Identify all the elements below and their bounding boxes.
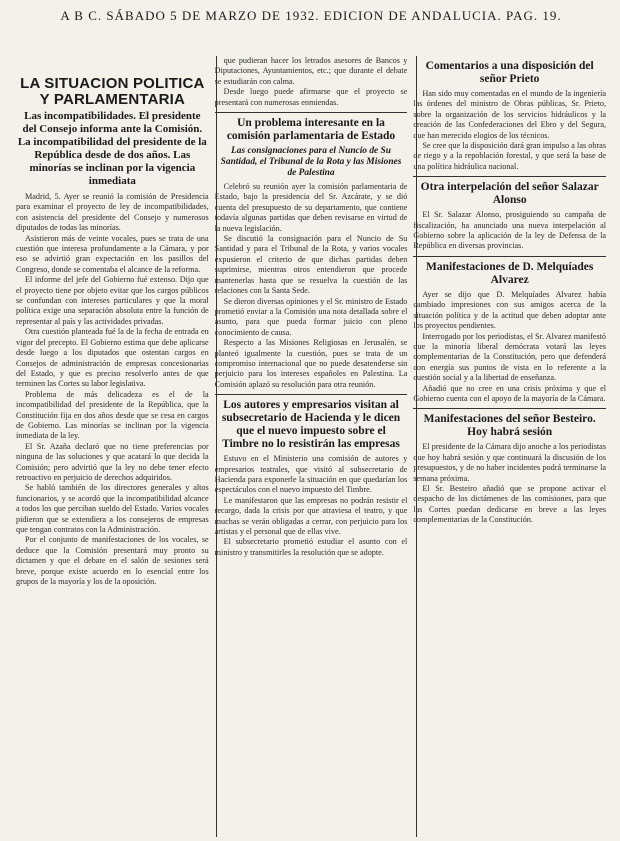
column-1 bbox=[16, 56, 209, 837]
section-divider bbox=[215, 112, 408, 113]
masthead: A B C. SÁBADO 5 DE MARZO DE 1932. EDICION DE ANDALUCIA. PAG. 19. bbox=[60, 8, 562, 23]
column-3 bbox=[413, 56, 606, 837]
subheadline-problema: Las consignaciones para el Nuncio de Su Santidad, el Tribunal de la Rota y las Misiones de Palestina bbox=[220, 146, 402, 179]
article-paragraph: que pudieran hacer los letrados asesores de Bancos y Diputaciones, Ayuntamientos, etc.; que durante el debate se estudiarán con calma. bbox=[214, 56, 408, 86]
article-paragraph: Interrogado por los periodistas, el Sr. Alvarez manifestó que la minoría liberal demócrata votará las leyes complementarias de la Constitución, pero que defenderá con energía sus puntos de vista en lo referente a la cuestión social y a la libertad de enseñanza. bbox=[413, 331, 607, 383]
headline-salazar: Otra interpelación del señor Salazar Alonso bbox=[420, 181, 599, 207]
headline-problema: Un problema interesante en la comisión parlamentaria de Estado bbox=[226, 117, 396, 143]
headline-besteiro: Manifestaciones del señor Besteiro. Hoy habrá sesión bbox=[423, 413, 596, 439]
headline-prieto: Comentarios a una disposición del señor Prieto bbox=[425, 60, 594, 85]
column-2 bbox=[215, 56, 408, 837]
article-paragraph: Respecto a las Misiones Religiosas en Jerusalén, se planteó igualmente la cuestión, pues se trata de un compromiso internacional que no puede desatenderse sin perjuicio para los intereses españoles en Palestina. La Comisión aplazó su resolución para otra reunión. bbox=[214, 338, 408, 389]
article-paragraph: El presidente de la Cámara dijo anoche a los periodistas que hoy habrá sesión y que continuará la discusión de los presupuestos, y de no haber incidentes podrá terminarse la semana próxima. bbox=[413, 442, 607, 483]
article-paragraph: Madrid, 5. Ayer se reunió la comisión de Presidencia para examinar el proyecto de ley de incompatibilidades, con asistencia del presidente del Consejo y numerosos diputados de todas las minorías. bbox=[16, 192, 209, 233]
article-paragraph: Desde luego puede afirmarse que el proyecto se presentará con numerosas enmiendas. bbox=[214, 87, 408, 107]
article-paragraph: Otra cuestión planteada fué la de la fecha de entrada en vigor del precepto. El Gobierno estima que debe aplicarse desde luego a los diputados que ostentan cargos en Consejos de administración de empresas concesionarias del Estado, y que es preciso resolverlo antes de que terminen las Cortes su labor legislativa. bbox=[16, 327, 209, 389]
article-paragraph: Celebró su reunión ayer la comisión parlamentaria de Estado, bajo la presidencia del Sr. Azcárate, y se dió cuenta del presupuesto de su departamento, que contiene todavía algunas partidas que deben revisarse en virtud de la nueva legislación. bbox=[214, 182, 408, 233]
headline-autores: Los autores y empresarios visitan al subsecretario de Hacienda y le dicen que el nuevo impuesto sobre el Timbre no lo resistirán las empresas bbox=[221, 399, 401, 451]
columns bbox=[16, 56, 606, 837]
section-divider bbox=[413, 176, 606, 177]
article-paragraph: Ayer se dijo que D. Melquíades Alvarez había cambiado impresiones con sus amigos acerca de la situación política y de la actitud que deben adoptar ante los proyectos pendientes. bbox=[413, 289, 607, 331]
article-paragraph: Se cree que la disposición dará gran impulso a las obras de riego y a la repoblación forestal, y que será la base de una política hidráulica nacional. bbox=[413, 141, 607, 171]
article-paragraph: Asistieron más de veinte vocales, pues se trata de una cuestión que interesa profundamente a la Cámara, y por eso se advirtió gran expectación en los pasillos del Congreso, donde se comentaba el alcance de la reforma. bbox=[16, 233, 209, 274]
article-paragraph: El Sr. Azaña declaró que no tiene preferencias por ninguna de las soluciones y que acatará lo que decida la Comisión; pero advirtió que la ley no debe tener efecto retroactivo en perjuicio de derechos adquiridos. bbox=[16, 441, 209, 482]
article-paragraph: Estuvo en el Ministerio una comisión de autores y empresarios teatrales, que visitó al subsecretario de Hacienda para exponerle la situación en que quedarían los espectáculos con el nuevo impuesto del Timbre. bbox=[214, 454, 408, 495]
article-paragraph: Se dieron diversas opiniones y el Sr. ministro de Estado prometió enviar a la Comisión una nota detallada sobre el asunto, para que pueda formar juicio con pleno conocimiento de causa. bbox=[214, 296, 408, 337]
article-paragraph: El informe del jefe del Gobierno fué extenso. Dijo que el proyecto tiene por objeto evitar que los cargos públicos se confundan con intereses particulares y que la moral política exige una separación absoluta entre la función de representar al país y las actividades privadas. bbox=[16, 275, 209, 326]
article-paragraph: Añadió que no cree en una crisis próxima y que el Gobierno cuenta con el apoyo de la mayoría de la Cámara. bbox=[413, 383, 607, 403]
article-paragraph: Por el conjunto de manifestaciones de los vocales, se deduce que la Comisión presentará muy pronto su dictamen y que el debate en el salón de sesiones será breve, porque existe acuerdo en lo esencial entre los grupos de la mayoría y los de la oposición. bbox=[16, 535, 209, 587]
article-paragraph: Se habló también de los directores generales y altos funcionarios, y se acordó que la incompatibilidad alcance a todos los que perciban sueldo del Estado. Varios vocales pidieron que se extendiera a los consejeros de empresas que tengan contratos con la Administración. bbox=[16, 483, 209, 534]
article-paragraph: Le manifestaron que las empresas no podrán resistir el recargo, dada la crisis por que atraviesa el teatro, y que muchas se verán obligadas a cerrar, con perjuicio para los artistas y el personal que de ellas vive. bbox=[214, 495, 408, 536]
section-divider bbox=[215, 394, 408, 395]
article-paragraph: Se discutió la consignación para el Nuncio de Su Santidad y para el Tribunal de la Rota, y varios vocales expusieron el criterio de que dichas partidas deben suprimirse, mientras otros entendieron que procede mantenerlas hasta que se resuelva la cuestión de las relaciones con la Santa Sede. bbox=[214, 234, 408, 296]
section-divider bbox=[413, 408, 606, 409]
headline-melquiades: Manifestaciones de D. Melquíades Alvarez bbox=[425, 260, 594, 286]
article-paragraph: El Sr. Besteiro añadió que se propone activar el despacho de los dictámenes de las comisiones, para que las Cortes puedan dedicarse en breve a las leyes complementarias de la Constitución. bbox=[413, 483, 607, 525]
main-headline: LA SITUACION POLITICA Y PARLAMENTARIA bbox=[20, 75, 205, 108]
main-subheadline: Las incompatibilidades. El presidente del Consejo informa ante la Comisión. La incompatibilidad del presidente de la República desde de dos años. Las minorías se inclinan por la vigencia inmediata bbox=[17, 110, 207, 187]
article-paragraph: El subsecretario prometió estudiar el asunto con el ministro y transmitirles la resolución que se adopte. bbox=[214, 537, 408, 557]
article-paragraph: Problema de más delicadeza es el de la incompatibilidad del presidente de la República, que la Constitución fija en dos años desde que se cesa en cargos de Gobierno. Las minorías se inclinan por la vigencia inmediata de la ley. bbox=[16, 389, 209, 441]
article-paragraph: Han sido muy comentadas en el mundo de la ingeniería las órdenes del ministro de Obras públicas, Sr. Prieto, sobre la organización de los servicios hidráulicos y la creación de las Confederaciones del Ebro y del Segura, que han merecido elogios de los técnicos. bbox=[413, 89, 607, 140]
article-paragraph: El Sr. Salazar Alonso, prosiguiendo su campaña de fiscalización, ha anunciado una nueva interpelación al Gobierno sobre la aplicación de la ley de Defensa de la República en diversas provincias. bbox=[413, 210, 607, 251]
section-divider bbox=[413, 256, 606, 257]
